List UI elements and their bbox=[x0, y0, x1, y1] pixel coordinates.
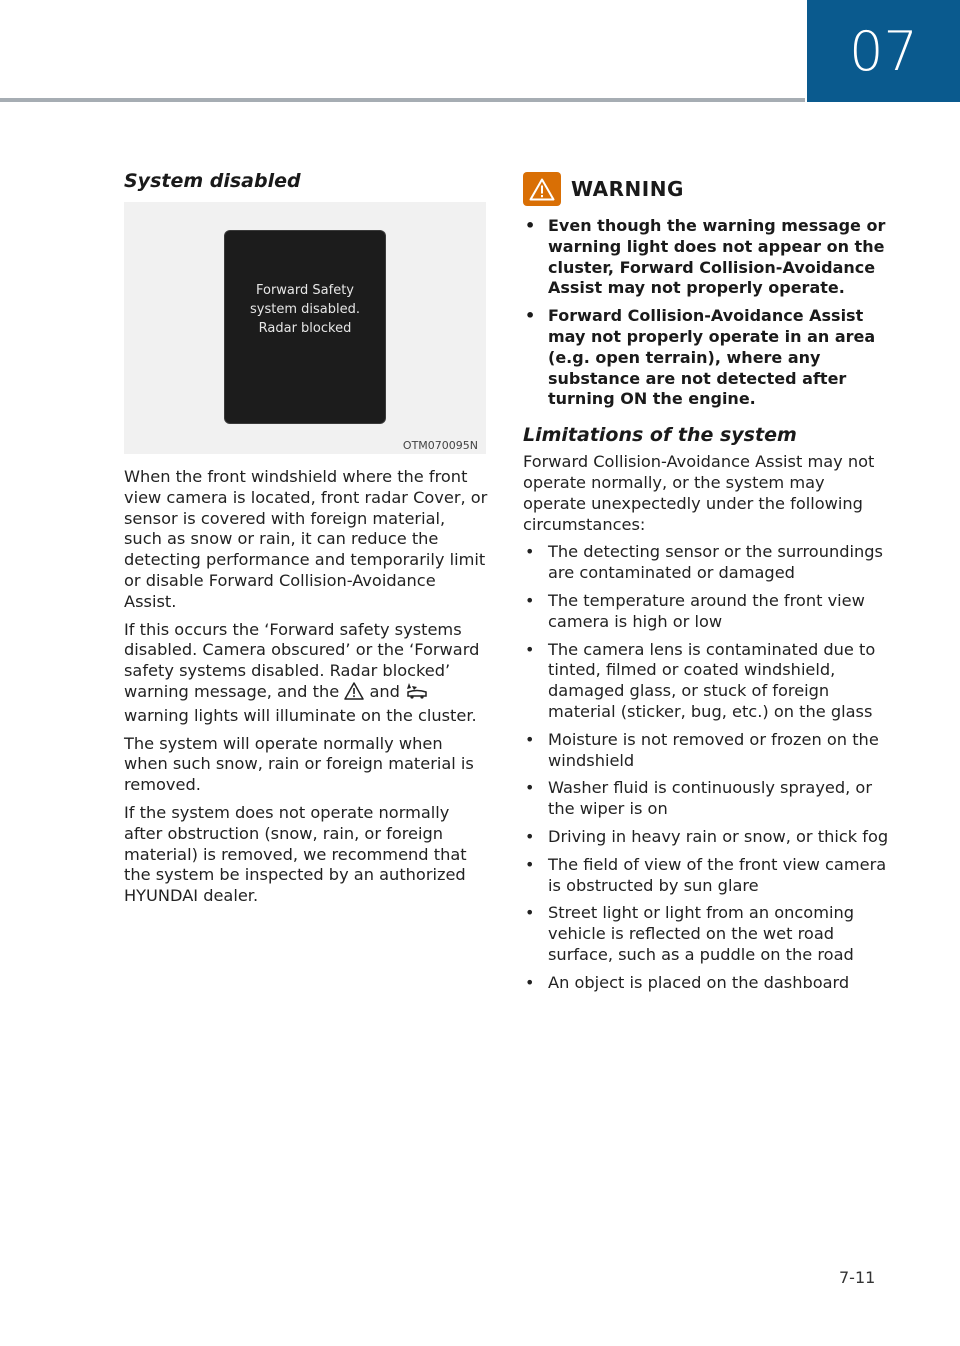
right-column bbox=[523, 172, 891, 1001]
paragraph-text: warning lights will illuminate on the cluster. bbox=[124, 705, 477, 725]
paragraph-text: and bbox=[369, 681, 400, 701]
limitations-list bbox=[523, 542, 891, 993]
warning-title: WARNING bbox=[571, 177, 684, 201]
limitation-item: • An object is placed on the dashboard bbox=[523, 973, 891, 994]
limitations-title: Limitations of the system bbox=[523, 424, 797, 447]
limitation-item: • Street light or light from an oncoming vehicle is reflected on the wet road surface, such as a puddle on the road bbox=[523, 903, 891, 965]
cluster-message bbox=[250, 281, 360, 338]
cluster-message-line: Forward Safety bbox=[255, 282, 354, 298]
limitation-item: • Washer fluid is continuously sprayed, or the wiper is on bbox=[523, 778, 891, 820]
paragraph: If the system does not operate normally after obstruction (snow, rain, or foreign material) is removed, we recommend that the system be inspected by an authorized HYUNDAI dealer. bbox=[124, 802, 467, 906]
paragraph-text: If this occurs the ‘Forward safety systems disabled. Camera obscured’ or the ‘Forward safety systems disabled. Radar blocked’ warning message, and the bbox=[124, 619, 480, 701]
paragraph: The system will operate normally when when such snow, rain or foreign material is removed. bbox=[124, 733, 474, 795]
figure-code: OTM070095N bbox=[402, 439, 478, 452]
warning-item: • Even though the warning message or warning light does not appear on the cluster, Forward Collision-Avoidance Assist may not properly operate. bbox=[523, 216, 891, 299]
paragraph-warning-lights bbox=[124, 620, 488, 727]
forward-collision-warning-icon bbox=[405, 682, 429, 706]
chapter-tab bbox=[807, 0, 960, 102]
page-number: 7-11 bbox=[839, 1268, 876, 1287]
left-column bbox=[124, 170, 488, 914]
limitation-item: • The temperature around the front view camera is high or low bbox=[523, 591, 891, 633]
limitation-item: • The detecting sensor or the surroundings are contaminated or damaged bbox=[523, 542, 891, 584]
section-title: System disabled bbox=[124, 170, 301, 192]
warning-header bbox=[523, 172, 891, 206]
limitation-item: • The camera lens is contaminated due to tinted, filmed or coated windshield, damaged glass, or stuck of foreign material (sticker, bug, etc.) on the glass bbox=[523, 640, 891, 723]
header-rule bbox=[0, 98, 805, 102]
chapter-number: 07 bbox=[849, 19, 918, 83]
limitations-intro: Forward Collision-Avoidance Assist may not operate normally, or the system may operate unexpectedly under the following circumstances: bbox=[523, 452, 875, 534]
cluster-message-line: system disabled. bbox=[250, 301, 360, 317]
warning-triangle-icon bbox=[523, 172, 561, 206]
limitation-item: • Driving in heavy rain or snow, or thick fog bbox=[523, 827, 891, 848]
warning-list bbox=[523, 216, 891, 410]
limitation-item: • Moisture is not removed or frozen on the windshield bbox=[523, 730, 891, 772]
warning-item: • Forward Collision-Avoidance Assist may not properly operate in an area (e.g. open terrain), where any substance are not detected after turning ON the engine. bbox=[523, 306, 891, 410]
warning-triangle-icon bbox=[344, 682, 364, 706]
cluster-display bbox=[225, 231, 385, 423]
limitation-item: • The field of view of the front view camera is obstructed by sun glare bbox=[523, 855, 891, 897]
paragraph: When the front windshield where the front view camera is located, front radar Cover, or sensor is covered with foreign material, such as snow or rain, it can reduce the detecting performance and temporarily limit or disable Forward Collision-Avoidance Assist. bbox=[124, 467, 488, 611]
cluster-message-line: Radar blocked bbox=[258, 320, 352, 336]
cluster-figure bbox=[124, 202, 486, 454]
